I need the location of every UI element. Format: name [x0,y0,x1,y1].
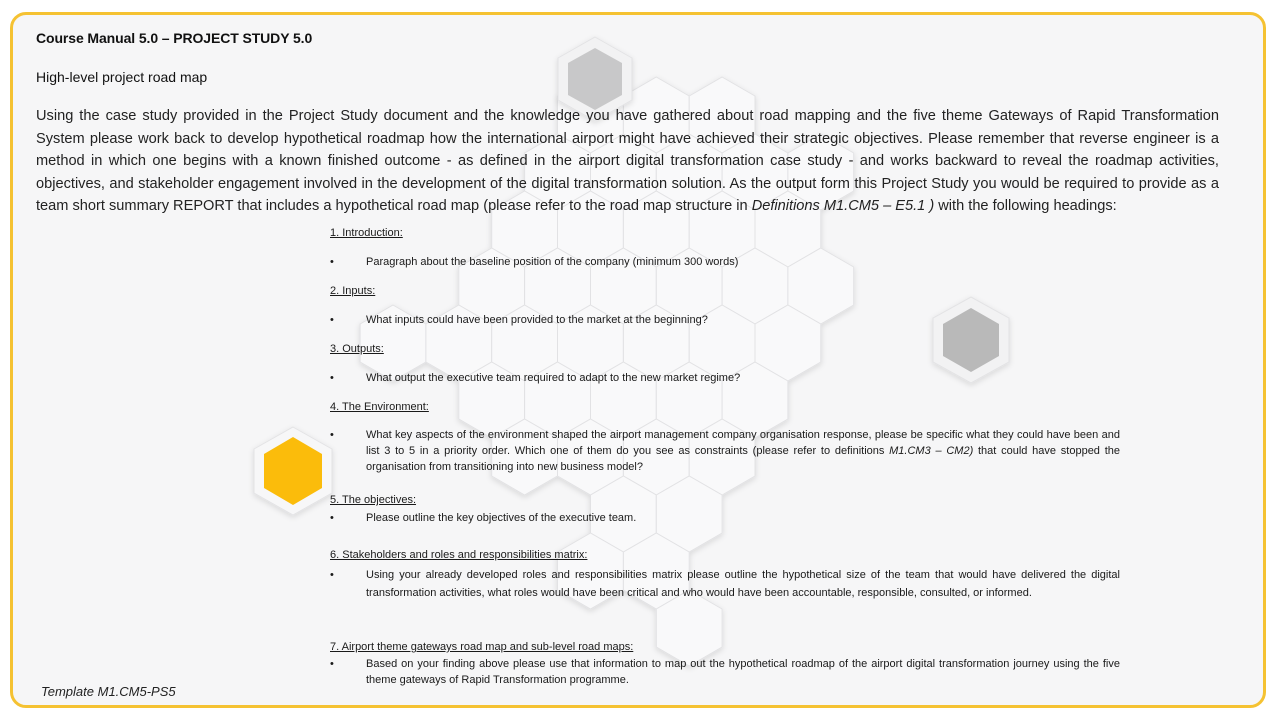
bullet-text: What inputs could have been provided to the market at the beginning? [366,314,708,326]
bullet-icon: • [330,314,334,326]
template-footer: Template M1.CM5-PS5 [41,684,176,699]
bullet-text-part: that could have stopped the organisation from transitioning into new business model? [366,445,1120,473]
intro-suffix: with the following headings: [934,198,1117,214]
bullet-icon: • [330,372,334,384]
page-title: Course Manual 5.0 – PROJECT STUDY 5.0 [36,30,313,46]
intro-text: Using the case study provided in the Project Study document and the knowledge you have gathered about road mapping and the five theme Gateways of Rapid Transformation System please work back to develop hypothetical roadmap how the international airport might have achieved their strategic objectives. Please remember that reverse engineer is a method in which one begins with a known finished outcome - as defined in the airport digital transformation case study - and works backward to reveal the roadmap activities, objectives, and stakeholder engagement involved in the development of the digital transformation solution. As the output form this Project Study you would be required to provide as a team short summary REPORT that includes a hypothetical road map (please refer to the road map structure in [36,108,1219,214]
heading-roadmap: 7. Airport theme gateways road map and sub-level road maps: [330,641,634,653]
heading-introduction: 1. Introduction: [330,227,403,239]
definitions-reference: M1.CM3 – CM2) [889,445,974,457]
bullet-text: Using your already developed roles and responsibilities matrix please outline the hypothetical size of the team that would have delivered the digital transformation activities, what roles would have been critical and who would have been accountable, responsible, consulted, or informed. [366,569,1120,599]
page-subtitle: High-level project road map [36,69,208,85]
bullet-text-part: What key aspects of the environment shaped the airport management company organisation response, please be specific what they could have been and list 3 to 5 in a priority order. Which one of them do you see as constraints (please refer to definitions [366,429,1120,457]
heading-inputs: 2. Inputs: [330,285,376,297]
bullet-text: Please outline the key objectives of the executive team. [366,512,637,524]
bullet-icon: • [330,256,334,268]
bullet-icon: • [330,512,334,524]
intro-reference: Definitions M1.CM5 – E5.1 ) [751,198,935,214]
bullet-icon: • [330,658,334,670]
bullet-text [366,427,1120,475]
bullet-text: What output the executive team required to adapt to the new market regime? [366,372,741,384]
heading-outputs: 3. Outputs: [330,343,384,355]
heading-environment: 4. The Environment: [330,401,429,413]
intro-paragraph [36,105,1219,218]
slide-frame [10,12,1266,708]
bullet-text: Paragraph about the baseline position of the company (minimum 300 words) [366,256,739,268]
bullet-icon: • [330,569,334,581]
heading-objectives: 5. The objectives: [330,494,417,506]
bullet-icon: • [330,429,334,441]
bullet-text: Based on your finding above please use that information to map out the hypothetical roadmap of the airport digital transformation journey using the five theme gateways of Rapid Transformation programme. [366,658,1120,686]
heading-stakeholders: 6. Stakeholders and roles and responsibilities matrix: [330,549,588,561]
